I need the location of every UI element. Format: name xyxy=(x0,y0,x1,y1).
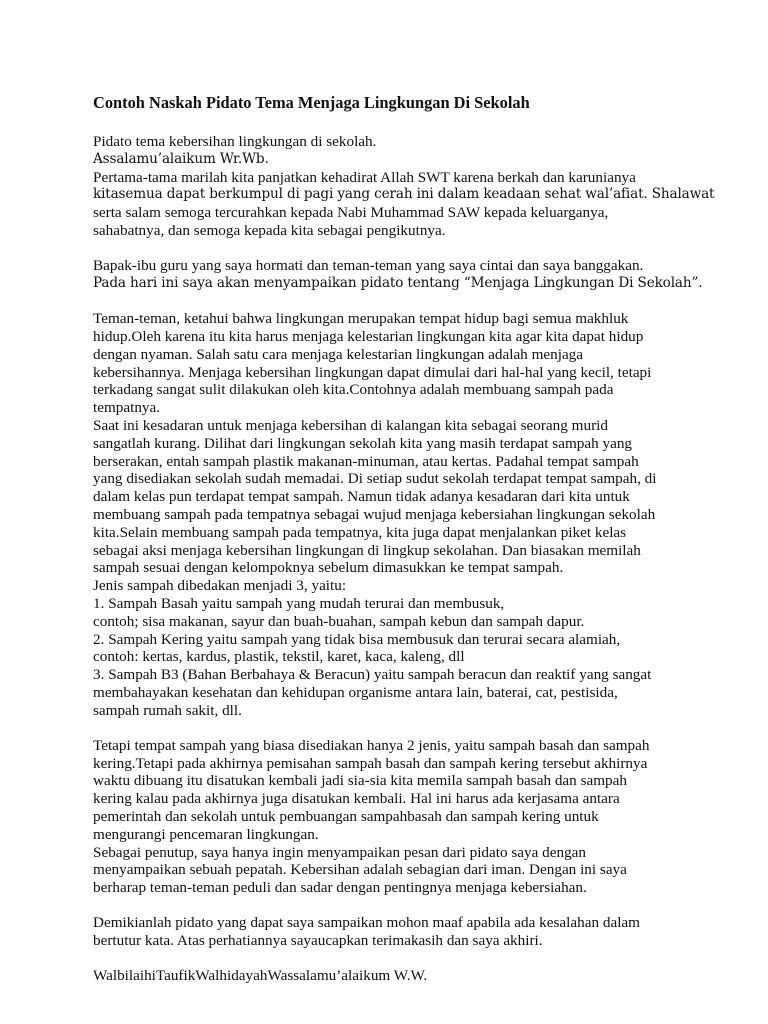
text-line: hidup.Oleh karena itu kita harus menjaga kelestarian lingkungan kita agar kita dapat hidup xyxy=(93,327,644,345)
text-line: contoh: kertas, kardus, plastik, tekstil, karet, kaca, kaleng, dll xyxy=(93,648,465,666)
text-line: menyampaikan sebuah pepatah. Kebersihan adalah sebagian dari iman. Dengan ini saya xyxy=(93,861,627,879)
text-line: sampah rumah sakit, dll. xyxy=(93,701,242,719)
document-body xyxy=(93,133,715,985)
text-line: bertutur kata. Atas perhatiannya sayaucapkan terimakasih dan saya akhiri. xyxy=(93,932,543,950)
text-line: Pada hari ini saya akan menyampaikan pidato tentang “Menjaga Lingkungan Di Sekolah”. xyxy=(93,274,703,291)
text-line: 3. Sampah B3 (Bahan Berbahaya & Beracun) yaitu sampah beracun dan reaktif yang sangat xyxy=(93,666,652,684)
text-line: Pertama-tama marilah kita panjatkan kehadirat Allah SWT karena berkah dan karunianya xyxy=(93,168,636,186)
text-line: mengurangi pencemaran lingkungan. xyxy=(93,825,319,843)
text-line: Sebagai penutup, saya hanya ingin menyampaikan pesan dari pidato saya dengan xyxy=(93,843,587,861)
text-line: Teman-teman, ketahui bahwa lingkungan merupakan tempat hidup bagi semua makhluk xyxy=(93,310,629,328)
document-page xyxy=(93,92,715,985)
document-title: Contoh Naskah Pidato Tema Menjaga Lingkungan Di Sekolah xyxy=(93,93,530,112)
text-line: kita.Selain membuang sampah pada tempatnya, kita juga dapat menjalankan piket kelas xyxy=(93,523,627,541)
text-line: Jenis sampah dibedakan menjadi 3, yaitu: xyxy=(93,577,347,595)
paragraph-gap xyxy=(93,950,693,967)
text-line: terkadang sangat sulit dilakukan oleh kita.Contohnya adalah membuang sampah pada xyxy=(93,381,614,399)
text-line: membahayakan kesehatan dan kehidupan organisme antara lain, baterai, cat, pestisida, xyxy=(93,683,618,701)
text-line: kering.Tetapi pada akhirnya pemisahan sampah basah dan sampah kering tersebut akhirnya xyxy=(93,754,648,772)
text-line: Assalamu’alaikum Wr.Wb. xyxy=(93,150,269,167)
text-line: WalbilaihiTaufikWalhidayahWassalamu’alaikum W.W. xyxy=(93,967,428,985)
paragraph-gap xyxy=(93,897,693,914)
text-line: 1. Sampah Basah yaitu sampah yang mudah terurai dan membusuk, xyxy=(93,594,505,612)
paragraph-gap xyxy=(93,240,693,257)
paragraph-gap xyxy=(93,719,693,736)
text-line: berharap teman-teman peduli dan sadar dengan pentingnya menjaga kebersiahan. xyxy=(93,879,587,897)
text-line: kering kalau pada akhirnya juga disatukan kembali. Hal ini harus ada kerjasama antara xyxy=(93,790,620,808)
text-line: pemerintah dan sekolah untuk pembuangan sampahbasah dan sampah kering untuk xyxy=(93,808,599,826)
text-line: membuang sampah pada tempatnya sebagai wujud menjaga kebersiahan lingkungan sekolah xyxy=(93,505,656,523)
text-line: serta salam semoga tercurahkan kepada Nabi Muhammad SAW kepada keluarganya, xyxy=(93,204,609,222)
text-line: waktu dibuang itu disatukan kembali jadi sia-sia kita memila sampah basah dan sampah xyxy=(93,772,627,790)
text-line: sebagai aksi menjaga kebersihan lingkungan di lingkup sekolahan. Dan biasakan memilah xyxy=(93,541,641,559)
text-line: Demikianlah pidato yang dapat saya sampaikan mohon maaf apabila ada kesalahan dalam xyxy=(93,914,640,932)
text-line: Pidato tema kebersihan lingkungan di sekolah. xyxy=(93,133,377,150)
text-line: 2. Sampah Kering yaitu sampah yang tidak bisa membusuk dan terurai secara alamiah, xyxy=(93,630,621,648)
text-line: sahabatnya, dan semoga kepada kita sebagai pengikutnya. xyxy=(93,221,446,239)
text-line: dengan nyaman. Salah satu cara menjaga kelestarian lingkungan adalah menjaga xyxy=(93,345,584,363)
text-line: sampah sesuai dengan kelompoknya sebelum dimasukkan ke tempat sampah. xyxy=(93,559,564,577)
text-line: kitasemua dapat berkumpul di pagi yang cerah ini dalam keadaan sehat wal’afiat. Shalawat xyxy=(93,186,715,203)
text-line: yang disediakan sekolah sudah memadai. Di setiap sudut sekolah terdapat tempat sampah, di xyxy=(93,470,657,488)
text-line: contoh; sisa makanan, sayur dan buah-buahan, sampah kebun dan sampah dapur. xyxy=(93,612,585,630)
text-line: kebersihannya. Menjaga kebersihan lingkungan dapat dimulai dari hal-hal yang kecil, tetapi xyxy=(93,363,652,381)
text-line: Bapak-ibu guru yang saya hormati dan teman-teman yang saya cintai dan saya banggakan. xyxy=(93,257,644,275)
text-line: Saat ini kesadaran untuk menjaga kebersihan di kalangan kita sebagai seorang murid xyxy=(93,416,608,434)
text-line: Tetapi tempat sampah yang biasa disediakan hanya 2 jenis, yaitu sampah basah dan sampah xyxy=(93,736,650,754)
paragraph-gap xyxy=(93,293,693,310)
text-line: sangatlah kurang. Dilihat dari lingkungan sekolah kita yang masih terdapat sampah yang xyxy=(93,434,633,452)
text-line: berserakan, entah sampah plastik makanan-minuman, atau kertas. Padahal tempat sampah xyxy=(93,452,639,470)
text-line: tempatnya. xyxy=(93,399,161,417)
text-line: dalam kelas pun terdapat tempat sampah. Namun tidak adanya kesadaran dari kita untuk xyxy=(93,488,630,506)
